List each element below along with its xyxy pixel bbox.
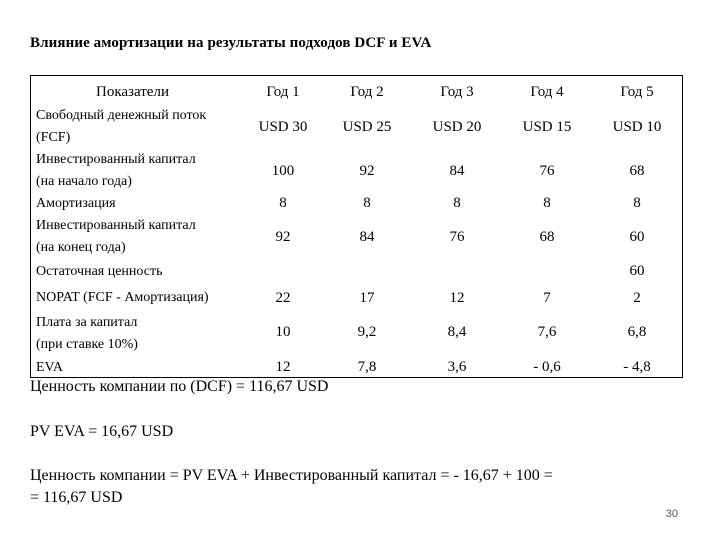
table-cell: 76 <box>449 229 465 245</box>
table-cell: 8 <box>543 195 551 211</box>
row-label-eva: EVA <box>36 360 63 375</box>
table-cell: 2 <box>633 290 641 306</box>
table-cell: USD 20 <box>432 119 482 135</box>
table-cell: 17 <box>359 290 375 306</box>
table-cell: 7,6 <box>537 324 557 340</box>
table-cell: 9,2 <box>357 324 377 340</box>
table-cell: 76 <box>539 163 555 179</box>
table-cell: 10 <box>275 324 291 340</box>
header-indicators: Показатели <box>96 84 169 100</box>
table-cell: USD 15 <box>522 119 572 135</box>
table-cell: USD 30 <box>258 119 308 135</box>
table-cell: 3,6 <box>447 359 467 375</box>
table-cell: 68 <box>539 229 555 245</box>
table-cell: 92 <box>275 229 291 245</box>
row-label-invested-end: Инвестированный капитал (на конец года) <box>36 218 196 255</box>
table-cell: 8 <box>633 195 641 211</box>
page-title: Влияние амортизации на результаты подходов DCF и EVA <box>30 35 432 51</box>
table-cell: 8 <box>453 195 461 211</box>
table-cell: 92 <box>359 163 375 179</box>
company-value-text: Ценность компании = PV EVA + Инвестированный капитал = - 16,67 + 100 = = 116,67 USD <box>30 467 553 506</box>
table-cell: 68 <box>629 163 645 179</box>
pv-eva-text: PV EVA = 16,67 USD <box>30 423 174 440</box>
table-cell: 84 <box>449 163 465 179</box>
table-cell: 8 <box>279 195 287 211</box>
page-number: 30 <box>665 508 678 520</box>
table-cell: 8,4 <box>447 324 467 340</box>
row-label-residual-value: Остаточная ценность <box>36 264 163 279</box>
table-cell: 12 <box>449 290 465 306</box>
table-cell: - 4,8 <box>623 359 651 375</box>
table-cell: 6,8 <box>627 324 647 340</box>
table-cell: 22 <box>275 290 291 306</box>
table-cell: 7,8 <box>357 359 377 375</box>
header-year-1: Год 1 <box>266 84 300 100</box>
header-year-5: Год 5 <box>620 84 654 100</box>
dcf-value-text: Ценность компании по (DCF) = 116,67 USD <box>30 378 329 395</box>
table-cell: 84 <box>359 229 375 245</box>
row-label-nopat: NOPAT (FCF - Амортизация) <box>36 290 209 305</box>
header-year-3: Год 3 <box>440 84 474 100</box>
table-cell: 100 <box>271 163 295 179</box>
header-year-2: Год 2 <box>350 84 384 100</box>
row-label-invested-start: Инвестированный капитал (на начало года) <box>36 152 196 189</box>
table-cell: 8 <box>363 195 371 211</box>
header-year-4: Год 4 <box>530 84 564 100</box>
table-cell: 60 <box>629 229 645 245</box>
row-label-amortization: Амортизация <box>36 196 116 211</box>
table-cell: - 0,6 <box>533 359 561 375</box>
table-cell: USD 10 <box>612 119 662 135</box>
row-label-fcf: Свободный денежный поток (FCF) <box>36 108 207 145</box>
row-label-capital-charge: Плата за капитал (при ставке 10%) <box>36 315 138 352</box>
table-cell: USD 25 <box>342 119 392 135</box>
table-cell: 7 <box>543 290 551 306</box>
table-cell: 60 <box>629 263 645 279</box>
table-cell: 12 <box>275 359 291 375</box>
